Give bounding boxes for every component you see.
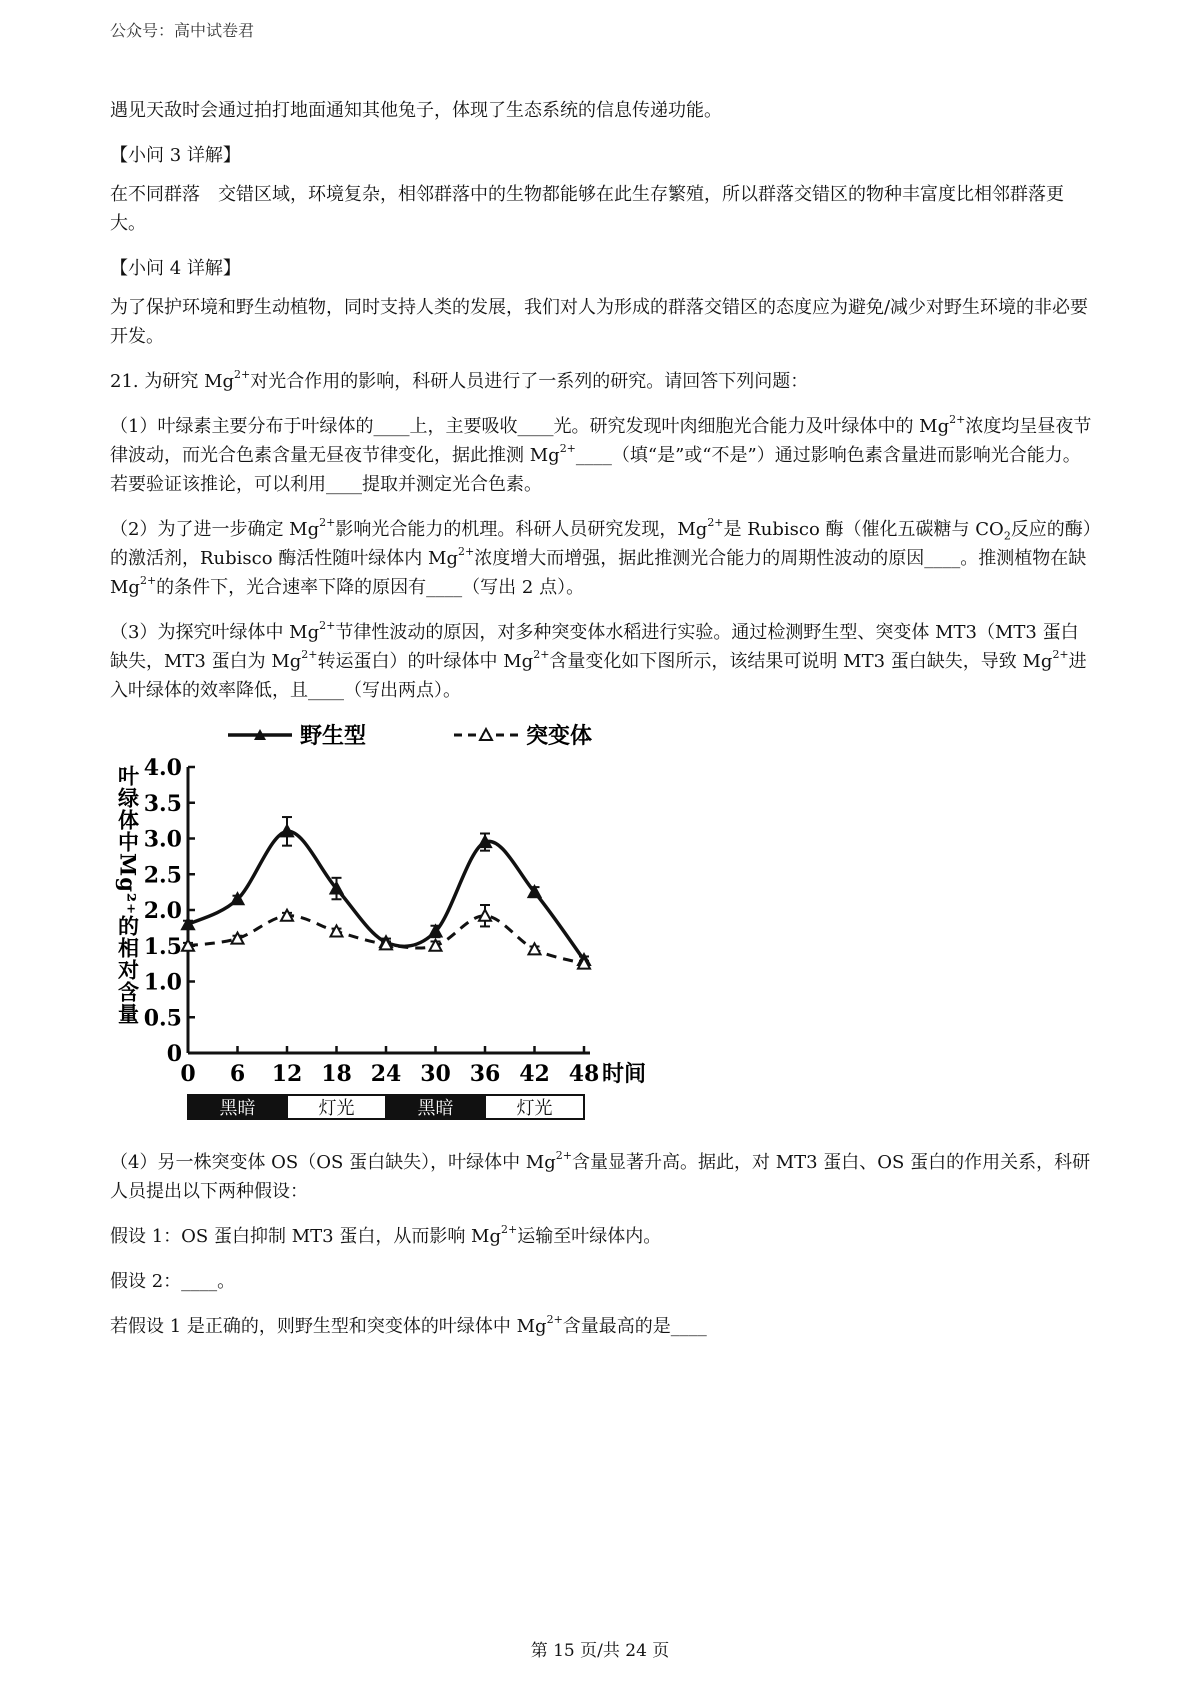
question-21-part-4: （4）另一株突变体 OS（OS 蛋白缺失），叶绿体中 $Mg^{2+}$含量显著升高。据此，对 MT3 蛋白、OS 蛋白的作用关系，科研人员提出以下两种假设： — [110, 1149, 1091, 1202]
document-body — [110, 96, 1095, 1357]
y-axis-title: 叶绿体中Mg²⁺的相对含量 — [115, 765, 141, 1026]
x-tick-label: 24 — [370, 1061, 402, 1087]
subquestion-4-title: 【小问 4 详解】 — [110, 258, 241, 279]
subquestion-3-title: 【小问 3 详解】 — [110, 145, 241, 166]
x-tick-label: 12 — [271, 1061, 303, 1087]
hypothesis-2: 假设 2：____。 — [110, 1271, 236, 1292]
subquestion-4-answer: 为了保护环境和野生动植物，同时支持人类的发展，我们对人为形成的群落交错区的态度应为避免/减少对野生环境的非必要开发。 — [110, 297, 1089, 347]
y-tick-label: 4.0 — [143, 755, 182, 781]
x-tick-label: 36 — [469, 1061, 501, 1087]
subquestion-3-answer: 在不同群落 交错区域，环境复杂，相邻群落中的生物都能够在此生存繁殖，所以群落交错区的物种丰富度比相邻群落更大。 — [110, 184, 1064, 234]
mutant-data-point — [529, 943, 541, 954]
page-footer-number: 第 15 页/共 24 页 — [530, 1641, 670, 1661]
legend-mutant-marker — [480, 729, 492, 740]
period-label: 灯光 — [318, 1098, 355, 1119]
y-tick-label: 0 — [166, 1041, 182, 1067]
y-tick-label: 3.0 — [143, 826, 182, 853]
page-header-source: 公众号：高中试卷君 — [110, 21, 255, 40]
question-21-part-1: （1）叶绿素主要分布于叶绿体的____上，主要吸收____光。研究发现叶肉细胞光合能力及叶绿体中的 $Mg^{2+}$浓度均呈昼夜节律波动，而光合色素含量无昼夜节律变化，据此推测 $Mg^{2+}\_\_\_\_$（填“是”或“不是”）通过影响色素含量进而影响光合能力。若要验证该推论，可以利用____提取并测定光合色素。 — [110, 413, 1092, 495]
hypothesis-1: 假设 1：OS 蛋白抑制 MT3 蛋白，从而影响 $Mg^{2+}$运输至叶绿体内。 — [110, 1223, 662, 1247]
question-21-part-3: （3）为探究叶绿体中 $Mg^{2+}$节律性波动的原因，对多种突变体水稻进行实验。通过检测野生型、突变体 MT3（MT3 蛋白缺失，MT3 蛋白为 $Mg^{2+}$转运蛋白）的叶绿体中 $Mg^{2+}$含量变化如下图所示，该结果可说明 MT3 蛋白缺失，导致 $Mg^{2+}$进入叶绿体的效率降低，且____（写出两点）。 — [110, 619, 1087, 701]
question-21-final: 若假设 1 是正确的，则野生型和突变体的叶绿体中 $Mg^{2+}$含量最高的是____ — [110, 1313, 707, 1337]
y-tick-label: 3.5 — [143, 790, 182, 817]
y-tick-label: 1.5 — [143, 933, 182, 960]
x-axis-title: 时间 — [602, 1061, 647, 1087]
x-tick-label: 0 — [180, 1061, 196, 1087]
y-tick-label: 0.5 — [143, 1005, 182, 1032]
period-label: 黑暗 — [219, 1098, 256, 1119]
mg-content-chart — [110, 721, 710, 1126]
y-tick-label: 2.5 — [143, 862, 182, 889]
x-tick-label: 6 — [229, 1061, 246, 1087]
period-label: 黑暗 — [417, 1098, 454, 1119]
x-tick-label: 30 — [420, 1061, 451, 1087]
legend-wildtype-label: 野生型 — [300, 723, 367, 749]
question-21-stem: 21. 为研究 $Mg^{2+}$对光合作用的影响，科研人员进行了一系列的研究。请回答下列问题： — [110, 368, 809, 392]
line-chart-svg — [110, 721, 710, 1126]
question-21-part-2: （2）为了进一步确定 $Mg^{2+}$影响光合能力的机理。科研人员研究发现，$Mg^{2+}$是 Rubisco 酶（催化五碳糖与 $CO_2$反应的酶）的激活剂，Rubisco 酶活性随叶绿体内 $Mg^{2+}$浓度增大而增强，据此推测光合能力的周期性波动的原因____。推测植物在缺 $Mg^{2+}$的条件下，光合速率下降的原因有____（写出 2 点）。 — [110, 516, 1092, 598]
x-tick-label: 48 — [568, 1061, 600, 1087]
x-tick-label: 18 — [321, 1061, 352, 1087]
legend-mutant-label: 突变体 — [526, 723, 593, 749]
period-label: 灯光 — [516, 1098, 553, 1119]
paragraph-q2-continued: 遇见天敌时会通过拍打地面通知其他兔子，体现了生态系统的信息传递功能。 — [110, 100, 722, 121]
y-tick-label: 2.0 — [143, 898, 182, 924]
x-tick-label: 42 — [519, 1061, 550, 1087]
y-tick-label: 1.0 — [143, 969, 182, 996]
